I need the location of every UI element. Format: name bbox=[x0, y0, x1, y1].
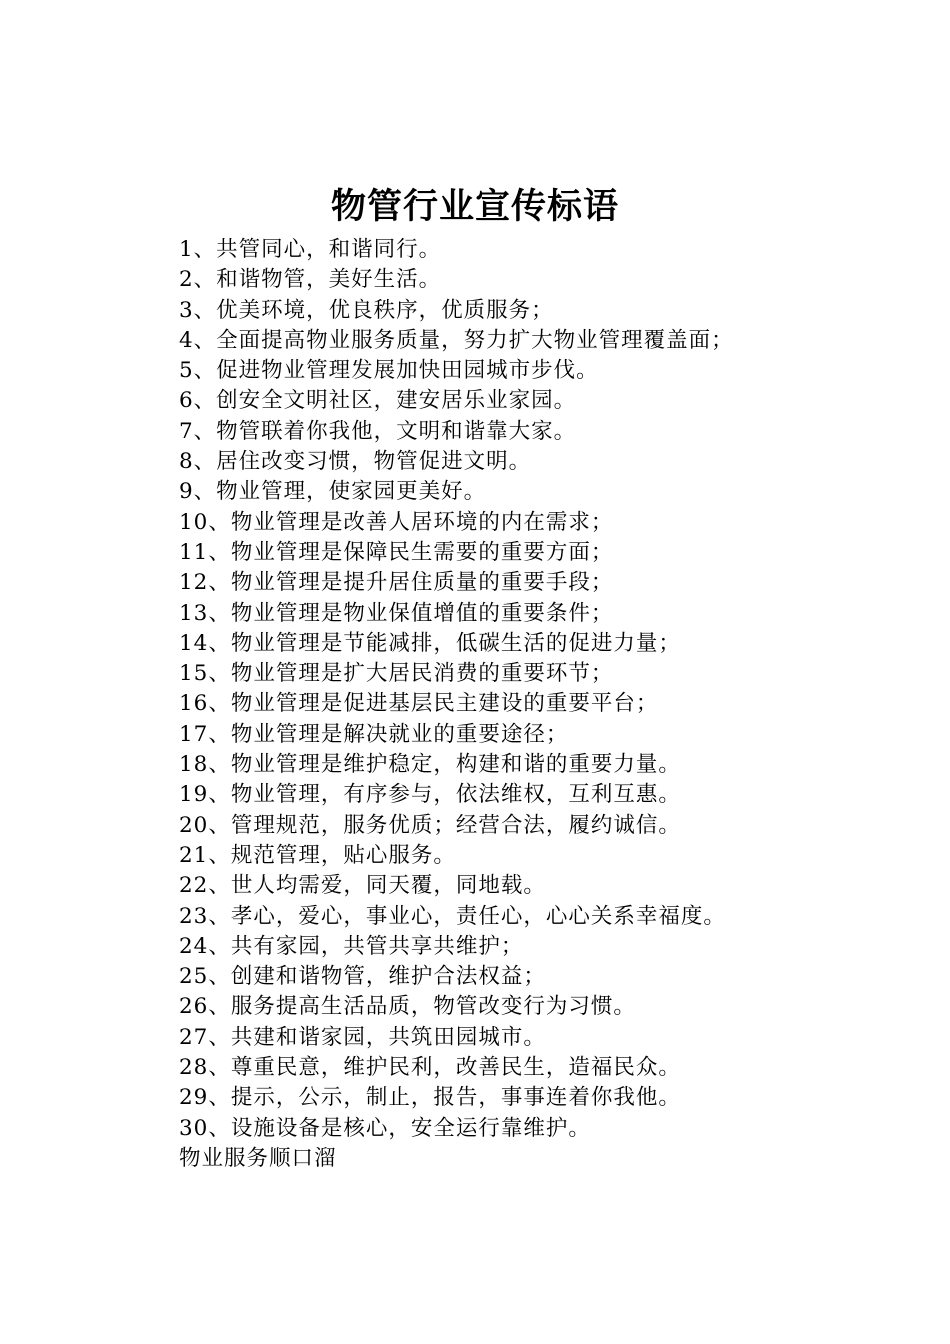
document-title: 物管行业宣传标语 bbox=[330, 186, 619, 227]
list-item: 13、物业管理是物业保值增值的重要条件； bbox=[179, 600, 614, 626]
list-item: 20、管理规范，服务优质；经营合法，履约诚信。 bbox=[179, 812, 681, 838]
list-item: 9、物业管理，使家园更美好。 bbox=[179, 479, 487, 505]
list-item: 3、优美环境，优良秩序，优质服务； bbox=[179, 297, 554, 323]
list-item: 7、物管联着你我他，文明和谐靠大家。 bbox=[179, 418, 577, 444]
list-item: 18、物业管理是维护稳定，构建和谐的重要力量。 bbox=[179, 752, 681, 778]
list-item: 27、共建和谐家园，共筑田园城市。 bbox=[179, 1024, 546, 1050]
list-item: 21、规范管理，贴心服务。 bbox=[179, 842, 456, 868]
list-item: 29、提示，公示，制止，报告，事事连着你我他。 bbox=[179, 1085, 681, 1111]
list-item: 19、物业管理，有序参与，依法维权，互利互惠。 bbox=[179, 782, 681, 808]
list-item: 2、和谐物管，美好生活。 bbox=[179, 267, 442, 293]
list-item: 11、物业管理是保障民生需要的重要方面； bbox=[179, 539, 614, 565]
list-item: 22、世人均需爱，同天覆，同地载。 bbox=[179, 873, 546, 899]
section-heading: 物业服务顺口溜 bbox=[179, 1146, 337, 1171]
list-item: 6、创安全文明社区，建安居乐业家园。 bbox=[179, 388, 577, 414]
list-item: 15、物业管理是扩大居民消费的重要环节； bbox=[179, 661, 614, 687]
list-item: 17、物业管理是解决就业的重要途径； bbox=[179, 721, 569, 747]
list-item: 5、促进物业管理发展加快田园城市步伐。 bbox=[179, 358, 599, 384]
list-item: 26、服务提高生活品质，物管改变行为习惯。 bbox=[179, 994, 636, 1020]
list-item: 30、设施设备是核心，安全运行靠维护。 bbox=[179, 1115, 591, 1141]
list-item: 23、孝心，爱心，事业心，责任心，心心关系幸福度。 bbox=[179, 903, 726, 929]
list-item: 12、物业管理是提升居住质量的重要手段； bbox=[179, 570, 614, 596]
list-item: 28、尊重民意，维护民利，改善民生，造福民众。 bbox=[179, 1055, 681, 1081]
list-item: 4、全面提高物业服务质量，努力扩大物业管理覆盖面； bbox=[179, 327, 734, 353]
list-item: 24、共有家园，共管共享共维护； bbox=[179, 933, 524, 959]
list-item: 8、居住改变习惯，物管促进文明。 bbox=[179, 449, 532, 475]
list-item: 16、物业管理是促进基层民主建设的重要平台； bbox=[179, 691, 659, 717]
list-item: 25、创建和谐物管，维护合法权益； bbox=[179, 964, 546, 990]
list-item: 1、共管同心，和谐同行。 bbox=[179, 237, 442, 262]
list-item: 14、物业管理是节能减排，低碳生活的促进力量； bbox=[179, 630, 681, 656]
list-item: 10、物业管理是改善人居环境的内在需求； bbox=[179, 509, 614, 535]
slogan-list bbox=[179, 235, 879, 1144]
